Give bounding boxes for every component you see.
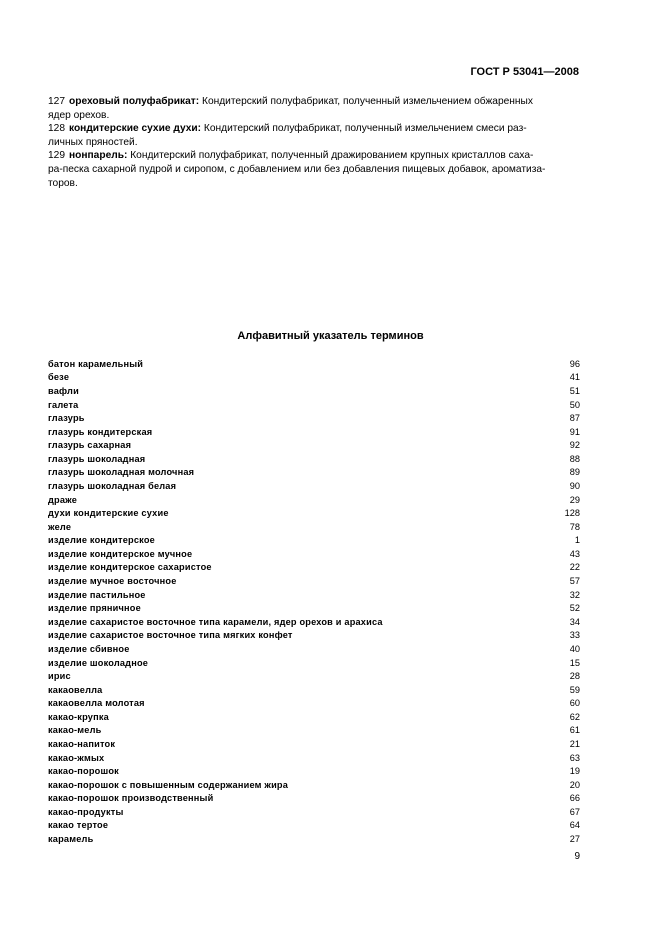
index-page-ref: 78 (569, 521, 580, 532)
index-entry (48, 792, 580, 806)
index-entry (48, 398, 580, 412)
index-entry (48, 629, 580, 643)
index-term: какао-жмых (48, 752, 105, 763)
index-page-ref: 15 (569, 657, 580, 668)
definition-text-line1: Кондитерский полуфабрикат, полученный измельчением обжаренных (202, 96, 533, 107)
index-page-ref: 50 (569, 399, 580, 410)
index-entry (48, 724, 580, 738)
index-term: какао-мель (48, 725, 102, 736)
index-term: изделие сбивное (48, 643, 130, 654)
index-term: какаовелла молотая (48, 698, 145, 709)
index-entry (48, 384, 580, 398)
index-page-ref: 96 (569, 358, 580, 369)
index-page-ref: 60 (569, 698, 580, 709)
index-entry (48, 466, 580, 480)
definition-number: 129 (48, 150, 65, 162)
index-entry (48, 764, 580, 778)
definition-term: кондитерские сухие духи: (69, 123, 202, 135)
index-entry (48, 819, 580, 833)
page-number: 9 (574, 851, 580, 862)
index-entry (48, 357, 580, 371)
index-page-ref: 66 (569, 793, 580, 804)
index-page-ref: 32 (569, 589, 580, 600)
definition-128 (48, 122, 579, 149)
index-entry (48, 561, 580, 575)
index-page-ref: 128 (564, 508, 580, 519)
index-entry (48, 438, 580, 452)
index-term: желе (48, 521, 72, 532)
index-term: какао-порошок с повышенным содержанием жира (48, 779, 289, 790)
index-entry (48, 493, 580, 507)
index-entry (48, 805, 580, 819)
index-term: изделие кондитерское мучное (48, 548, 193, 559)
index-page-ref: 62 (569, 711, 580, 722)
index-term: духи кондитерские сухие (48, 508, 169, 519)
index-page-ref: 29 (569, 494, 580, 505)
index-entry (48, 601, 580, 615)
index-entry (48, 696, 580, 710)
definition-text-line2: личных пряностей. (48, 136, 138, 148)
index-term: изделие пастильное (48, 589, 146, 600)
index-entry (48, 574, 580, 588)
definition-127 (48, 95, 579, 122)
index-term: карамель (48, 834, 94, 845)
index-term: изделие сахаристое восточное типа карамели, ядер орехов и арахиса (48, 616, 383, 627)
index-entry (48, 642, 580, 656)
index-page-ref: 64 (569, 820, 580, 831)
index-term: какао-крупка (48, 711, 109, 722)
index-entry (48, 683, 580, 697)
index-term: ирис (48, 671, 71, 682)
definition-text-line1: Кондитерский полуфабрикат, полученный измельчением смеси раз- (203, 123, 527, 135)
index-page-ref: 92 (569, 440, 580, 451)
index-page-ref: 51 (569, 385, 580, 396)
index-page-ref: 88 (569, 453, 580, 464)
index-page-ref: 63 (569, 752, 580, 763)
document-standard-header: ГОСТ Р 53041—2008 (470, 66, 579, 78)
index-term: вафли (48, 385, 79, 396)
index-entry (48, 615, 580, 629)
index-page-ref: 91 (569, 426, 580, 437)
index-term: какао-напиток (48, 738, 116, 749)
index-page-ref: 90 (569, 480, 580, 491)
index-term: глазурь шоколадная молочная (48, 467, 195, 478)
index-term: глазурь кондитерская (48, 426, 153, 437)
index-page-ref: 89 (569, 467, 580, 478)
definitions-block (48, 95, 579, 190)
index-entry (48, 411, 580, 425)
index-term: изделие кондитерское (48, 535, 155, 546)
index-term: глазурь сахарная (48, 440, 132, 451)
index-term: драже (48, 494, 78, 505)
index-page-ref: 52 (569, 603, 580, 614)
index-entry (48, 832, 580, 846)
index-term: изделие кондитерское сахаристое (48, 562, 212, 573)
index-term: глазурь (48, 413, 85, 424)
index-page-ref: 43 (569, 548, 580, 559)
index-title: Алфавитный указатель терминов (237, 330, 424, 342)
index-page-ref: 19 (569, 766, 580, 777)
index-page-ref: 22 (569, 562, 580, 573)
index-entry (48, 751, 580, 765)
index-term: глазурь шоколадная (48, 453, 146, 464)
index-page-ref: 67 (569, 806, 580, 817)
index-term: какао-порошок производственный (48, 793, 214, 804)
index-page-ref: 33 (569, 630, 580, 641)
definition-number: 127 (48, 96, 65, 107)
index-entry (48, 669, 580, 683)
index-term: батон карамельный (48, 358, 144, 369)
index-entry (48, 710, 580, 724)
index-page-ref: 57 (569, 576, 580, 587)
index-entry (48, 479, 580, 493)
index-page-ref: 27 (569, 834, 580, 845)
index-term: изделие мучное восточное (48, 576, 177, 587)
index-page-ref: 34 (569, 616, 580, 627)
index-entry (48, 588, 580, 602)
definition-129 (48, 149, 579, 190)
index-entry (48, 656, 580, 670)
index-page-ref: 20 (569, 779, 580, 790)
index-term: изделие шоколадное (48, 657, 149, 668)
index-entry (48, 534, 580, 548)
index-term: галета (48, 399, 79, 410)
definition-text-line2: ядер орехов. (48, 109, 110, 121)
definition-text-line1: Кондитерский полуфабрикат, полученный дражированием крупных кристаллов саха- (130, 150, 534, 162)
index-term: изделие сахаристое восточное типа мягких конфет (48, 630, 293, 641)
index-entry (48, 737, 580, 751)
index-entry (48, 520, 580, 534)
index-entry (48, 452, 580, 466)
index-entry (48, 371, 580, 385)
index-entry (48, 778, 580, 792)
index-page-ref: 41 (569, 372, 580, 383)
index-page-ref: 1 (574, 535, 580, 546)
index-entry (48, 547, 580, 561)
index-term: глазурь шоколадная белая (48, 480, 177, 491)
index-entry (48, 425, 580, 439)
index-term: изделие пряничное (48, 603, 141, 614)
definition-term: нонпарель: (69, 150, 128, 162)
index-term: какао-продукты (48, 806, 124, 817)
index-term: какао-порошок (48, 766, 119, 777)
index-entry (48, 506, 580, 520)
index-term: какао тертое (48, 820, 109, 831)
index-page-ref: 28 (569, 671, 580, 682)
index-page-ref: 87 (569, 413, 580, 424)
definition-text-line2: ра-песка сахарной пудрой и сиропом, с добавлением или без добавления пищевых добавок, ароматиза- (48, 163, 546, 175)
definition-term: ореховый полуфабрикат: (69, 96, 200, 107)
index-term: какаовелла (48, 684, 103, 695)
index-term: безе (48, 372, 70, 383)
definition-number: 128 (48, 123, 65, 135)
term-index-list (48, 357, 580, 846)
index-page-ref: 59 (569, 684, 580, 695)
index-page-ref: 61 (569, 725, 580, 736)
definition-text-line3: торов. (48, 177, 78, 189)
index-page-ref: 21 (569, 738, 580, 749)
index-page-ref: 40 (569, 643, 580, 654)
